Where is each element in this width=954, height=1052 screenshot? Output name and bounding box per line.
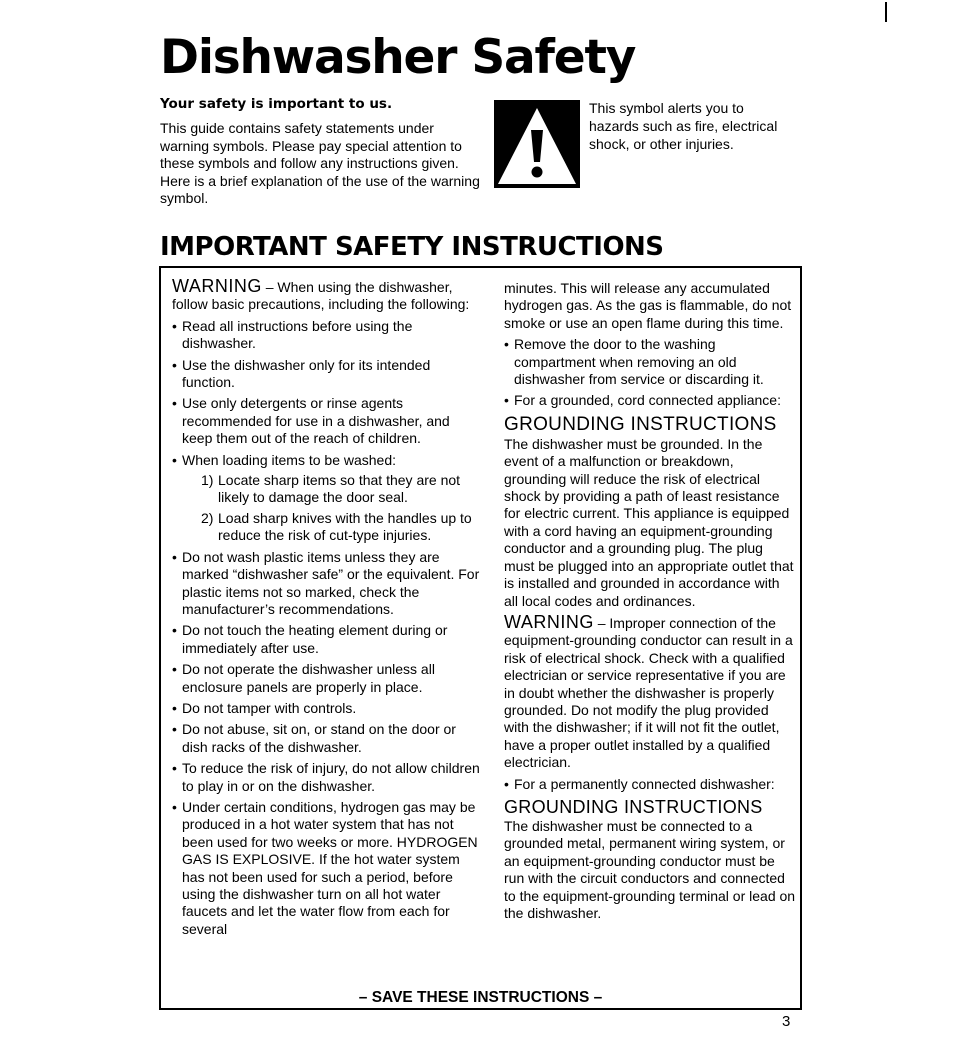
list-item: • Do not abuse, sit on, or stand on the door or dish racks of the dishwasher. [172,721,482,756]
warning-label: WARNING [504,611,594,632]
section-title: IMPORTANT SAFETY INSTRUCTIONS [160,232,664,262]
list-item: • For a grounded, cord connected appliance: [504,392,796,409]
loading-text: When loading items to be washed: [182,451,397,468]
grounding-body: The dishwasher must be grounded. In the event of a malfunction or breakdown, grounding will reduce the risk of electrical shock by providing a path of least resistance for electric current. This appliance is equipped with a cord having an equipment-grounding conductor and a grounding plug. The plug must be plugged into an appropriate outlet that is installed and grounded in accordance with all local codes and ordinances. [504,435,794,609]
warning-label: WARNING [172,276,262,296]
loading-steps [182,472,482,545]
warning-text: – Improper connection of the equipment-grounding conductor can result in a risk of electrical shock. Check with a qualified electrician or service representative if you are in doubt whether the dishwasher is properly grounded. Do not modify the plug provided with the dishwasher; if it will not fit the outlet, have a proper outlet installed by a qualified electrician. [504,614,793,771]
step-item [182,510,482,545]
step-number: 1) [201,472,214,489]
page-number: 3 [782,1013,791,1030]
step-item [182,472,482,507]
symbol-description: This symbol alerts you to hazards such as fire, electrical shock, or other injuries. [589,100,778,152]
step-text: Load sharp knives with the handles up to reduce the risk of cut-type injuries. [218,509,472,544]
grounding-body: The dishwasher must be connected to a grounded metal, permanent wiring system, or an equipment-grounding conductor must be run with the circuit conductors and connected to the equipment-grounding terminal or lead on the dishwasher. [504,817,796,921]
list-item: • Use the dishwasher only for its intended function. [172,357,482,392]
intro-heading: Your safety is important to us. [160,96,393,112]
page-title: Dishwasher Safety [160,30,636,85]
list-item: • To reduce the risk of injury, do not allow children to play in or on the dishwasher. [172,760,482,795]
warning-text: – When using the dishwasher, follow basic precautions, including the following: [172,279,470,313]
list-item: • Do not operate the dishwasher unless all enclosure panels are properly in place. [172,661,482,696]
list-item: • Do not wash plastic items unless they are marked “dishwasher safe” or the equivalent. For plastic items not so marked, check the manufacturer’s recommendations. [172,549,482,619]
right-column [504,280,796,926]
intro-section [160,96,480,208]
list-item: • Under certain conditions, hydrogen gas may be produced in a hot water system that has not been used for two weeks or more. HYDROGEN GAS IS EXPLOSIVE. If the hot water system has not been used for such a period, before using the dishwasher turn on all hot water faucets and let the water flow from each for several [172,799,482,938]
grounding-heading: GROUNDING INSTRUCTIONS [504,413,777,435]
warning-paragraph [172,278,482,314]
permanent-list [504,776,796,793]
list-item: • Do not touch the heating element during or immediately after use. [172,622,482,657]
list-item: • Use only detergents or rinse agents recommended for use in a dishwasher, and keep them out of the reach of children. [172,395,482,447]
save-instructions-footer: – SAVE THESE INSTRUCTIONS – [358,989,603,1006]
list-item: • For a permanently connected dishwasher: [504,776,796,793]
step-text: Locate sharp items so that they are not likely to damage the door seal. [218,472,461,506]
list-item: • Do not tamper with controls. [172,700,482,717]
appliance-list [504,336,796,410]
precautions-list [172,318,482,938]
warning-triangle-icon [494,100,580,188]
step-number: 2) [201,509,214,526]
warning-paragraph [504,611,796,772]
list-item: • Remove the door to the washing compartment when removing an old dishwasher from service or discarding it. [504,336,796,388]
hydrogen-continuation: minutes. This will release any accumulated hydrogen gas. As the gas is flammable, do not smoke or use an open flame during this time. [504,280,792,331]
list-item-loading [172,452,482,545]
page-edge-mark [885,2,887,22]
grounding-heading: GROUNDING INSTRUCTIONS [504,796,763,817]
left-column [172,278,482,942]
intro-body: This guide contains safety statements under warning symbols. Please pay special attention to these symbols and follow any instructions given. Here is a brief explanation of the use of the warning symbol. [160,120,480,207]
list-item: • Read all instructions before using the dishwasher. [172,318,482,353]
